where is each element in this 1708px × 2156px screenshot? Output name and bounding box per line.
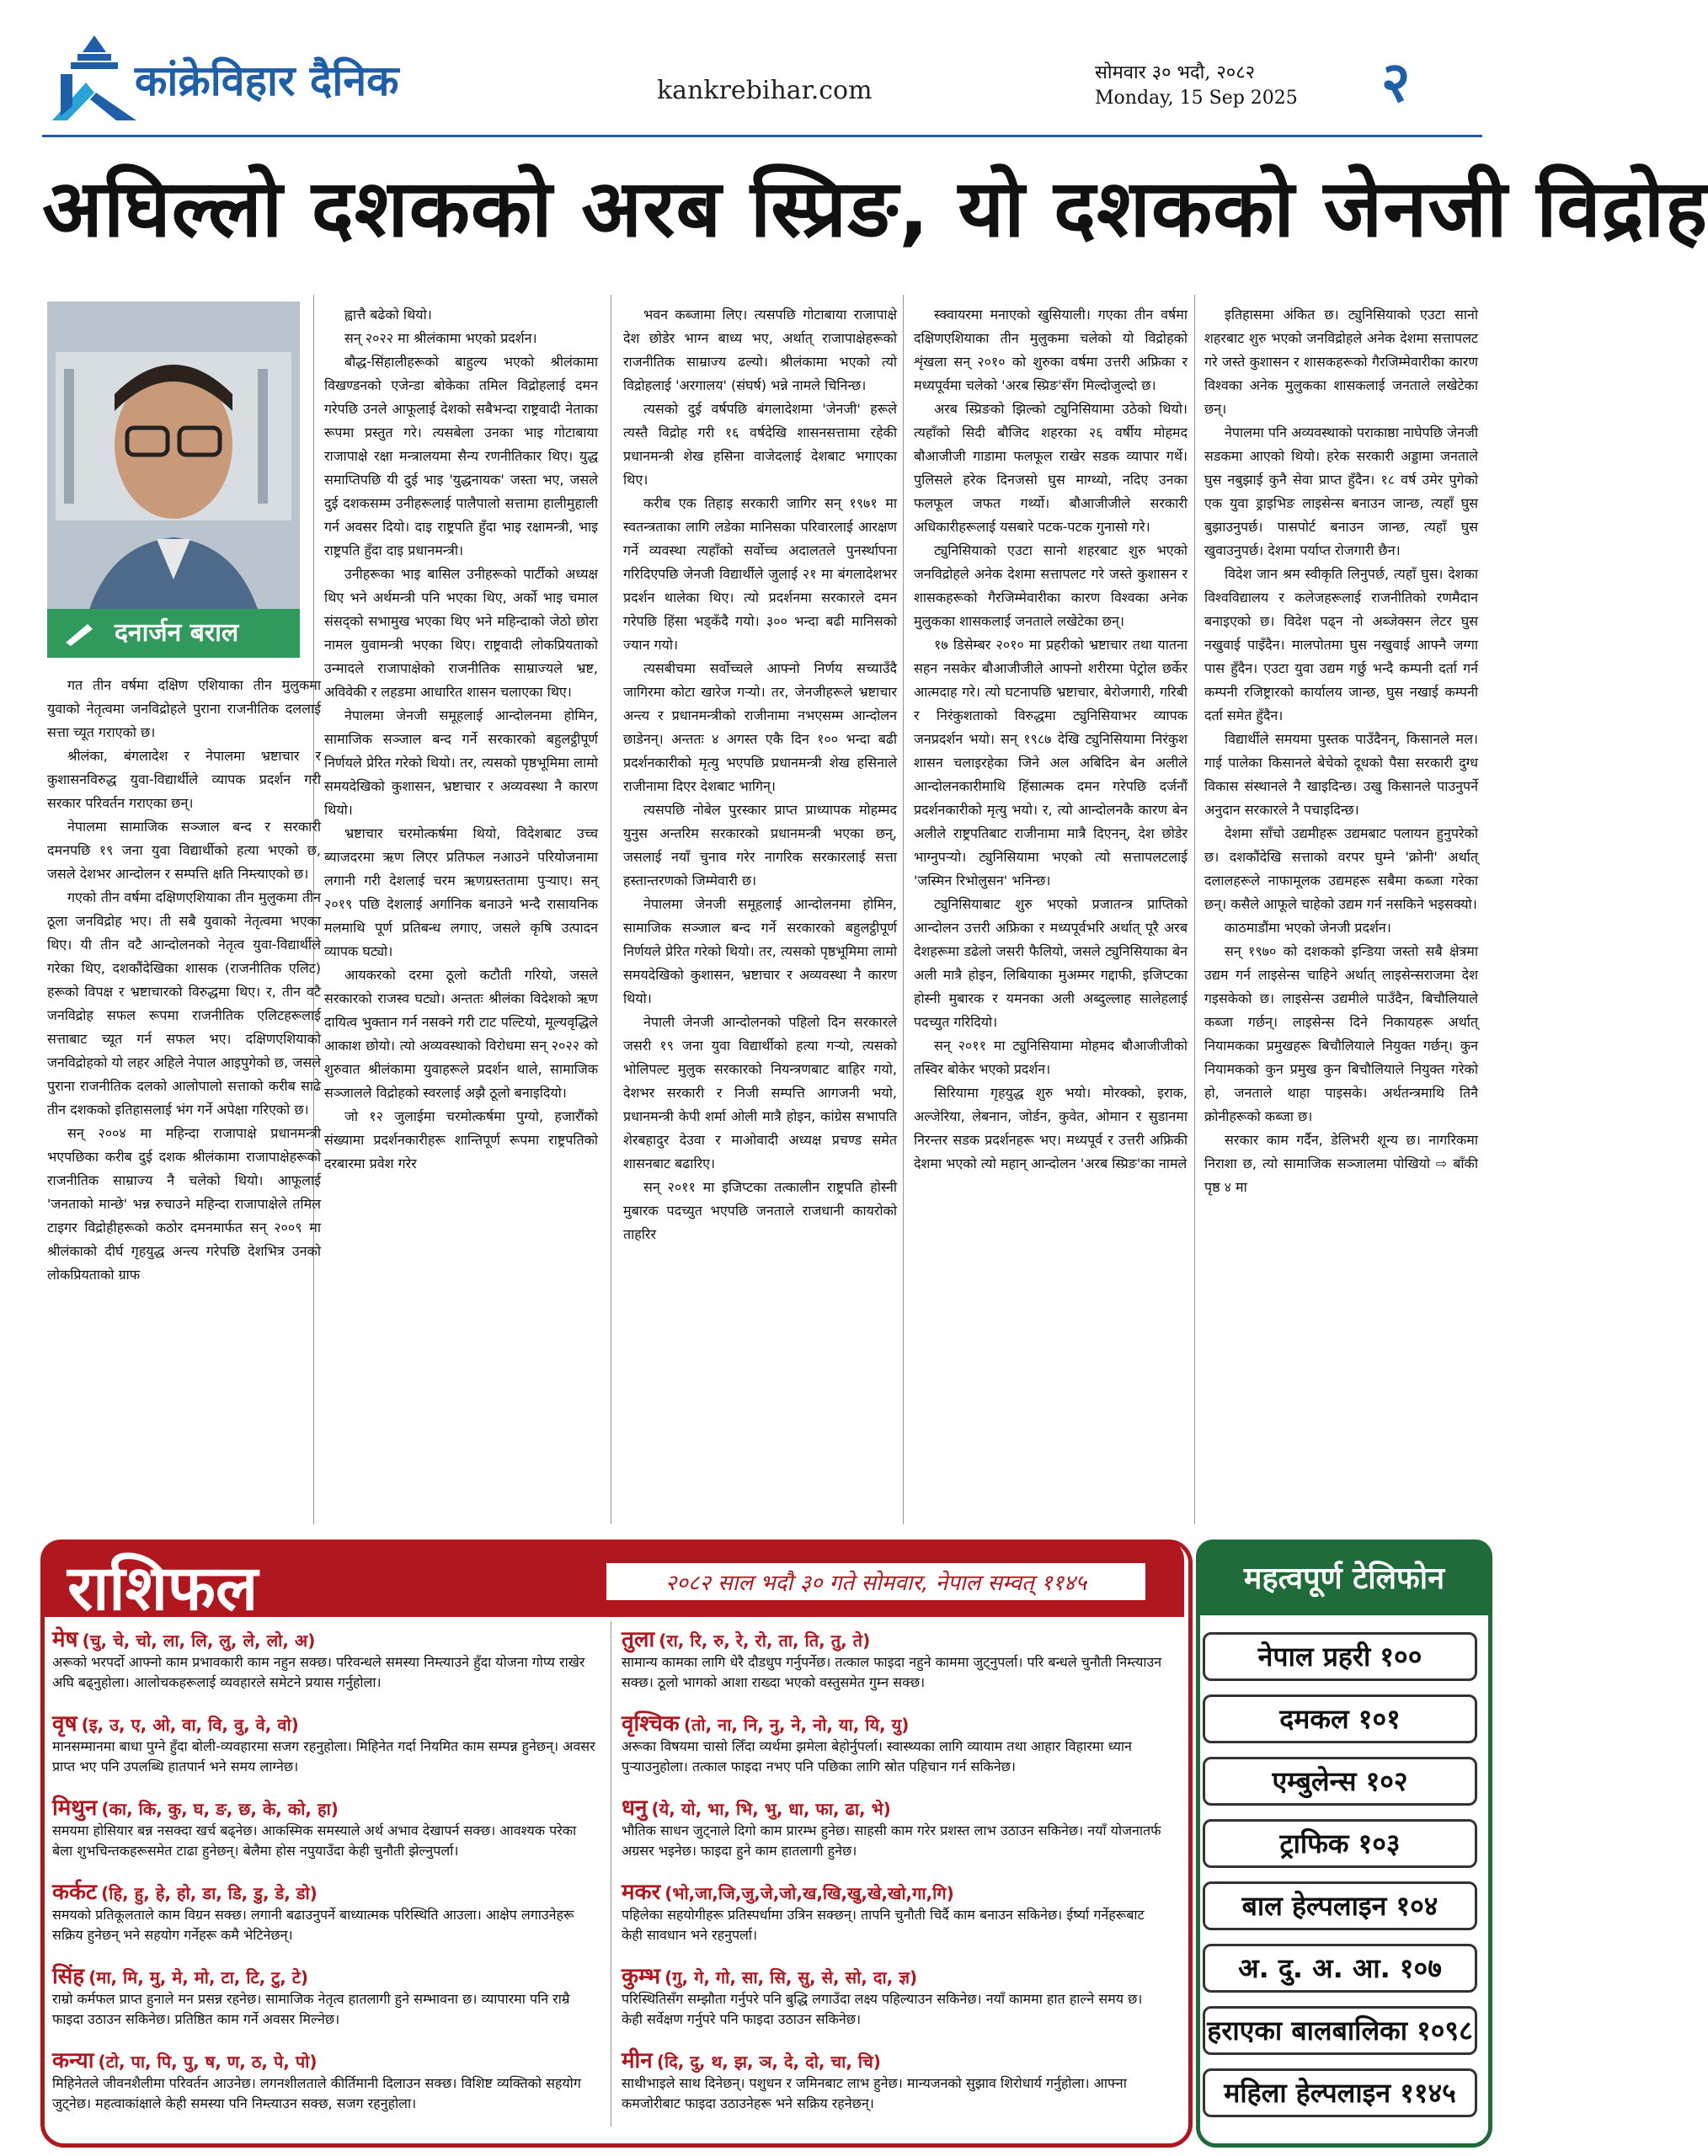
phone-item[interactable]: दमकल १०१: [1203, 1694, 1477, 1743]
rashi-item: [52, 1882, 598, 1945]
rashi-text: समयको प्रतिकूलताले काम विग्रन सक्छ। लगानी बढाउनुपर्ने बाध्यात्मक परिस्थिति आउला। आक्षेप लगाउनेहरू सक्रिय हुनेछन् भने सहयोग गर्नेहरू कमै भेटिनेछन्।: [52, 1907, 574, 1943]
paragraph: विद्यार्थीले समयमा पुस्तक पाउँदैनन्, किसानले मल। गाई पालेका किसानले बेचेको दूधको पैसा सरकारी दुग्ध विकास संस्थानले नै खाइदिन्छ। उखु किसानले पाउनुपर्ने अनुदान सरकारले नै पचाइदिन्छ।: [1204, 731, 1478, 818]
paragraph: करीब एक तिहाइ सरकारी जागिर सन् १९७१ मा स्वतन्त्रताका लागि लडेका मानिसका परिवारलाई आरक्षण गर्ने व्यवस्था त्यहाँको सर्वोच्च अदालतले पुनर्स्थापना गरिदिएपछि जेनजी विद्यार्थीले जुलाई २१ मा बंगलादेशभर प्रदर्शन थालेका थिए। त्यो प्रदर्शनमा सरकारले दमन गरेपछि हिंसा भड्कँदै गयो। ३०० भन्दा बढी मानिसको ज्यान गयो।: [623, 495, 897, 653]
phone-item[interactable]: ट्राफिक १०३: [1203, 1819, 1477, 1868]
rashi-name: तुला: [622, 1627, 655, 1652]
rashi-letters: (तो, ना, नि, नु, ने, नो, या, यि, यु): [683, 1715, 910, 1735]
paragraph: स्क्वायरमा मनाएको खुसियाली। गएका तीन वर्षमा दक्षिणएशियाका तीन मुलुकमा चलेको यो विद्रोहको शृंखला सन् २०१० को शुरुका वर्षमा उत्तरी अफ्रिका र मध्यपूर्वमा चलेको 'अरब स्प्रिङ'सँग मिल्दोजुल्दो छ।: [914, 307, 1188, 393]
phone-item[interactable]: नेपाल प्रहरी १००: [1203, 1632, 1477, 1681]
rashi-item: [622, 1711, 1167, 1777]
rashi-text: समयमा होसियार बन्न नसक्दा खर्च बढ्नेछ। आकस्मिक समस्याले अर्थ अभाव देखापर्न सक्छ। आवश्यक परेका बेला शुभचिन्तकहरूसमेत टाढा हुनेछन्। बेलैमा होस नपुयाउँदा केही चुनौती झेल्नुपर्ला।: [52, 1822, 577, 1859]
rashi-item: [622, 1627, 1167, 1693]
rashi-name: सिंह: [52, 1964, 85, 1989]
paragraph: बौद्ध-सिंहालीहरूको बाहुल्य भएको श्रीलंकामा विखण्डनको एजेन्डा बोकेका तमिल विद्रोहलाई दमन गरेपछि उनले आफूलाई देशको सबैभन्दा राष्ट्रवादी नेताका रूपमा प्रस्तुत गरे। त्यसबेला उनका भाइ गोटाबाया राजापाक्षे रक्षा मन्त्रालयमा सैन्य रणनीतिकार थिए। युद्ध समाप्तिपछि यी दुई भाइ 'युद्धनायक' जस्ता भए, जसले दुई दशकसम्म उनीहरूलाई पालैपालो सत्तामा हालीमुहाली गर्न अवसर दियो। दाइ राष्ट्रपति हुँदा भाइ रक्षामन्त्री, भाइ राष्ट्रपति हुँदा दाइ प्रधानमन्त्री।: [324, 354, 598, 558]
rashi-letters: (रा, रि, रु, रे, रो, ता, ति, तु, ते): [659, 1630, 871, 1651]
rashifal-date: २०८२ साल भदौ ३० गते सोमवार, नेपाल सम्वत् ११४५: [606, 1563, 1145, 1600]
rashi-name: वृश्चिक: [622, 1711, 680, 1737]
rashi-name: मीन: [622, 2048, 653, 2073]
rashi-text: परिस्थितिसँग सम्झौता गर्नुपरे पनि बुद्धि लगाउँदा लक्ष्य पहिल्याउन सकिनेछ। नयाँ काममा हात हाल्ने समय छ। केही सर्वेक्षण गर्नुपरे पनि फाइदा उठाउन सकिनेछ।: [622, 1991, 1143, 2027]
paper-name: कांक्रेविहार दैनिक: [135, 56, 399, 105]
rashi-text: साथीभाइले साथ दिनेछन्। पशुधन र जमिनबाट लाभ हुनेछ। मान्यजनको सुझाव शिरोधार्य गर्नुहोला। आफ्ना कमजोरीबाट फाइदा उठाउनेहरू भने सक्रिय रहनेछन्।: [622, 2075, 1127, 2111]
site-url[interactable]: kankrebihar.com: [657, 76, 873, 105]
article-column-3: [623, 303, 897, 1246]
phone-item[interactable]: हराएका बालबालिका १०९८: [1203, 2006, 1477, 2055]
phone-item[interactable]: बाल हेल्पलाइन १०४: [1203, 1881, 1477, 1930]
paragraph: सन् १९७० को दशकको इन्डिया जस्तो सबै क्षेत्रमा उद्यम गर्न लाइसेन्स चाहिने अर्थात् लाइसेन्सराजमा देश गइसकेको छ। लाइसेन्स उद्यमीले पाउँदैन, बिचौलियाले कब्जा गर्छन्। लाइसेन्स दिने निकायहरू अर्थात् नियामकका प्रमुखहरू बिचौलियाले नियुक्त गर्छन्। कुन नियामकको कुन प्रमुख कुन बिचौलियाले नियुक्त गरेको हो, जनताले थाहा पाइसके। अर्थतन्त्रमाथि तिनै क्रोनीहरूको कब्जा छ।: [1204, 943, 1478, 1124]
rashi-letters: (हि, हु, हे, हो, डा, डि, डु, डे, डो): [101, 1883, 318, 1903]
newspaper-logo-icon: [44, 32, 145, 125]
rashi-text: भौतिक साधन जुट्नाले दिगो काम प्रारम्भ हुनेछ। साहसी काम गरेर प्रशस्त लाभ उठाउन सकिनेछ। नयाँ योजनातर्फ अग्रसर भइनेछ। फाइदा हुने काम हातलागी हुनेछ।: [622, 1822, 1161, 1859]
rashi-item: [622, 1882, 1167, 1945]
phone-item[interactable]: महिला हेल्पलाइन ११४५: [1203, 2068, 1477, 2117]
rashi-name: वृष: [52, 1711, 77, 1737]
continued-link[interactable]: सरकार काम गर्दैन, डेलिभरी शून्य छ। नागरिकमा निराशा छ, त्यो सामाजिक सञ्जालमा पोखियो ⇨ बाँकी पृष्ठ ४ मा: [1204, 1132, 1478, 1195]
rashi-letters: (भो,जा,जि,जु,जे,जो,ख,खि,खु,खे,खो,गा,गि): [665, 1883, 954, 1903]
paragraph: आयकरको दरमा ठूलो कटौती गरियो, जसले सरकारको राजस्व घट्यो। अन्ततः श्रीलंका विदेशको ऋण दायित्व भुक्तान गर्न नसक्ने गरी टाट पल्टियो, मूल्यवृद्धिले आकाश छोयो। त्यो अव्यवस्थाको विरोधमा सन् २०२२ को शुरुवात श्रीलंकामा युवाहरूले प्रदर्शन थाले, सामाजिक सञ्जाललेे विद्रोहको स्वरलाई अझै ठूलो बनाइदियो।: [324, 967, 598, 1101]
article-headline: अघिल्लो दशकको अरब स्प्रिङ, यो दशकको जेनजी विद्रोह: [42, 163, 1708, 255]
article-column-5: [1204, 303, 1478, 1199]
rashi-item: [622, 2048, 1167, 2114]
rashi-item: [622, 1798, 1167, 1861]
rashi-text: पहिलेका सहयोगीहरू प्रतिस्पर्धामा उत्रिन सक्छन्। तापनि चुनौती चिर्दै काम बनाउन सकिनेछ। ईर्ष्या गर्नेहरूबाट केही सावधान भने रहनुपर्ला।: [622, 1907, 1145, 1943]
rashi-text: राम्रो कर्मफल प्राप्त हुनाले मन प्रसन्न रहनेछ। सामाजिक नेतृत्व हातलागी हुने सम्भावना छ। व्यापारमा पनि राम्रै फाइदा उठाउन सकिनेछ। प्रतिष्ठित काम गर्ने अवसर मिल्नेछ।: [52, 1991, 570, 2027]
phone-item[interactable]: एम्बुलेन्स १०२: [1203, 1757, 1477, 1806]
paragraph: भ्रष्टाचार चरमोत्कर्षमा थियो, विदेशबाट उच्च ब्याजदरमा ऋण लिएर प्रतिफल नआउने परियोजनामा लगानी गरी देशलाई चरम ऋणग्रस्ततामा पुऱ्याए। सन् २०१९ पछि देशलाई अर्गानिक बनाउने भन्दै रासायनिक मलमाथि पूर्ण प्रतिबन्ध लगाए, जसले कृषि उत्पादन व्यापक घट्यो।: [324, 825, 598, 959]
author-name: दनार्जन बराल: [115, 618, 239, 648]
rashi-text: मानसम्मानमा बाधा पुग्ने हुँदा बोली-व्यवहारमा सजग रहनुहोला। मिहिनेत गर्दा नियमित काम सम्पन्न हुनेछन्। अवसर प्राप्त भए पनि उपलब्धि हातपार्न भने समय लाग्नेछ।: [52, 1738, 595, 1774]
column-divider: [1194, 295, 1195, 1524]
rashi-item: [52, 1627, 598, 1693]
paragraph: ट्युनिसियाको एउटा सानो शहरबाट शुरु भएको जनविद्रोहले अनेक देशमा सत्तापलट गरे जस्ते कुशासन र शासकहरूको गैरजिम्मेवारीका कारण विश्वका अनेक मुलुकका शासकलाई जनताले लखेटेका छन्।: [914, 542, 1188, 629]
issue-date-en: Monday, 15 Sep 2025: [1095, 88, 1298, 109]
issue-date-np: सोमवार ३० भदौ, २०८२: [1095, 62, 1256, 83]
rashi-item: [52, 1711, 598, 1777]
paragraph: भवन कब्जामा लिए। त्यसपछि गोटाबाया राजापाक्षे देश छोडेर भाग्न बाध्य भए, अर्थात् राजापाक्षेहरूको राजनीतिक साम्राज्य ढल्यो। श्रीलंकामा भएको त्यो विद्रोहलाई 'अरगालय' (संघर्ष) भन्ने नामले चिनिन्छ।: [623, 307, 897, 393]
paragraph: नेपालमा जेनजी समूहलाई आन्दोलनमा होमिन, सामाजिक सञ्जाल बन्द गर्ने सरकारको बहुलट्ठीपूर्ण निर्णयले प्रेरित गरेको थियो। तर, त्यसको पृष्ठभूमिमा लामो समयदेखिको कुशासन, भ्रष्टाचार र अव्यवस्था नै कारण थियो।: [623, 896, 897, 1006]
article-column-1: [47, 674, 321, 1287]
paragraph: १७ डिसेम्बर २०१० मा प्रहरीको भ्रष्टाचार तथा यातना सहन नसकेर बौआजीजीले आफ्नो शरीरमा पेट्रोल छर्केर आत्मदाह गरे। त्यो घटनापछि भ्रष्टाचार, बेरोजगारी, गरिबी र निरंकुशताको विरुद्धमा ट्युनिसियाभर व्यापक जनप्रदर्शन भयो। सन् १९८७ देखि ट्युनिसियामा निरंकुश शासन चलाइरहेका जिने अल अबिदिन बेन अलीले आन्दोलनकारीमाथि हिंसात्मक दमन गरेपछि दर्जनौं प्रदर्शनकारीको मृत्यु भयो। र, त्यो आन्दोलनकै कारण बेन अलीले राष्ट्रपतिबाट राजीनामा मात्रै दिएनन्, देश छोडेर भाग्नुपऱ्यो। ट्युनिसियामा भएको त्यो सत्तापलटलाई 'जस्मिन रिभोलुसन' भनिन्छ।: [914, 637, 1188, 889]
rashi-text: अरूका विषयमा चासो लिँदा व्यर्थमा झमेला बेहोर्नुपर्ला। स्वास्थ्यका लागि व्यायाम तथा आहार विहारमा ध्यान पुऱ्याउनुहोला। तत्काल फाइदा नभए पनि पछिका लागि स्रोत पहिचान गर्न सकिनेछ।: [622, 1738, 1132, 1774]
rashi-item: [622, 1964, 1167, 2030]
article-column-2: [324, 303, 598, 1176]
rashifal-title: राशिफल: [67, 1552, 259, 1625]
rashi-item: [52, 1964, 598, 2030]
rashi-letters: (टो, पा, पि, पु, ष, ण, ठ, पे, पो): [98, 2052, 318, 2072]
rashi-name: कर्कट: [52, 1880, 98, 1905]
paragraph: अरब स्प्रिङको झिल्को ट्युनिसियामा उठेको थियो। त्यहाँको सिदी बौजिद शहरका २६ वर्षीय मोहमद बौआजीजी गाडामा फलफूल राखेर सडक व्यापार गर्थे। पुलिसले हरेक दिनजसो घुस माग्थ्यो, नदिए उनका फलफूल जफत गर्थ्यो। बौआजीजीले सरकारी अधिकारीहरूलाई यसबारे पटक-पटक गुनासो गरे।: [914, 401, 1188, 535]
rashi-letters: (का, कि, कु, घ, ङ, छ, के, को, हा): [101, 1799, 339, 1819]
rashi-name: मकर: [622, 1880, 661, 1905]
issue-date: [1095, 61, 1298, 111]
column-divider: [903, 295, 904, 1524]
rashi-letters: (इ, उ, ए, ओ, वा, वि, वु, वे, वो): [81, 1715, 299, 1735]
page-number: २: [1381, 50, 1411, 115]
rashi-letters: (मा, मि, मु, मे, मो, टा, टि, टु, टे): [88, 1967, 309, 1988]
paragraph: काठमाडौंमा भएको जेनजी प्रदर्शन।: [1225, 920, 1391, 936]
paragraph: गत तीन वर्षमा दक्षिण एशियाका तीन मुलुकमा युवाको नेतृत्वमा जनविद्रोहले पुराना राजनीतिक दललाई सत्ता च्यूत गराएको छ।: [47, 677, 321, 740]
paragraph: त्यसबीचमा सर्वोच्चले आफ्नो निर्णय सच्याउँदै जागिरमा कोटा खारेज गऱ्यो। तर, जेनजीहरूले भ्रष्टाचार अन्त्य र प्रधानमन्त्रीको राजीनामा नभएसम्म आन्दोलन छाडेनन्। अन्ततः ४ अगस्त एकै दिन १०० भन्दा बढी प्रदर्शनकारीको मृत्यु भएपछि प्रधानमन्त्री शेख हसिनाले राजीनामा दिएर देशबाट भागिन्।: [623, 660, 897, 794]
paragraph: सन् २०२२ मा श्रीलंकामा भएको प्रदर्शन।: [344, 330, 537, 346]
paragraph: सन् २०११ मा ट्युनिसियामा मोहमद बौआजीजीको तस्विर बोकेर भएको प्रदर्शन।: [914, 1038, 1188, 1077]
header-divider: [42, 135, 1482, 137]
rashi-item: [52, 2048, 598, 2114]
author-photo: [47, 302, 300, 643]
rashi-name: कन्या: [52, 2048, 94, 2073]
rashi-text: मिहिनेतले जीवनशैलीमा परिवर्तन आउनेछ। लगनशीलताले कीर्तिमानी दिलाउन सक्छ। विशिष्ट व्यक्तिको सहयोग जुट्नेछ। महत्वाकांक्षाले केही समस्या पनि निम्त्याउन सक्छ, सजग रहनुहोला।: [52, 2075, 581, 2111]
rashi-text: अरूको भरपर्दो आफ्नो काम प्रभावकारी काम नहुन सक्छ। परिवन्धले समस्या निम्त्याउने हुँदा योजना गोप्य राखेर अघि बढ्नुहोला। आलोचकहरूलाई व्यवहारले समेटने प्रयास गर्नुहोला।: [52, 1654, 585, 1690]
rashi-letters: (दि, दु, थ, झ, ञ, दे, दो, चा, चि): [656, 2052, 881, 2072]
paragraph: सन् २००४ मा महिन्दा राजापाक्षे प्रधानमन्त्री भएपछिका करीब दुई दशक श्रीलंकामा राजापाक्षेहरूको राजनीतिक साम्राज्य नै चलेको थियो। आफूलाई 'जनताको मान्छे' भन्न रुचाउने महिन्दा राजापाक्षेले तमिल टाइगर विद्रोहीहरूको कठोर दमनमार्फत सन् २००९ मा श्रीलंकाको दीर्घ गृहयुद्ध अन्त्य गरेपछि देशभित्र उनको लोकप्रियताको ग्राफ: [47, 1125, 321, 1283]
paragraph: विदेश जान श्रम स्वीकृति लिनुपर्छ, त्यहाँ घुस। देशका विश्वविद्यालय र कलेजहरूलाई राजनीतिको रणमैदान बनाइएको छ। विदेश पढ्न नो अब्जेक्सन लेटर घुस नखुवाई पाइँदैन। मालपोतमा घुस नखुवाई आफ्नै जग्गा पास हुँदैन। एउटा युवा उद्यम गर्छु भन्दै कम्पनी दर्ता गर्न कम्पनी रजिष्ट्रारको कार्यालय जान्छ, घुस नखाई कम्पनी दर्ता समेत हुँदैन।: [1204, 566, 1478, 723]
rashi-letters: (ये, यो, भा, भि, भु, धा, फा, ढा, भे): [651, 1799, 891, 1819]
rashi-letters: (चु, चे, चो, ला, लि, लु, ले, लो, अ): [82, 1630, 316, 1651]
paragraph: ट्युनिसियाबाट शुरु भएको प्रजातन्त्र प्राप्तिको आन्दोलन उत्तरी अफ्रिका र मध्यपूर्वभरि अर्थात् पूरै अरब देशहरूमा डढेलो जसरी फैलियो, जसले ट्युनिसियाका बेन अली मात्रै होइन, लिबियाका मुअम्मर गद्दाफी, इजिप्टका होस्नी मुबारक र यमनका अली अब्दुल्लाह सालेहलाई पदच्युत गरिदियो।: [914, 896, 1188, 1030]
paragraph: इतिहासमा अंकित छ। ट्युनिसियाको एउटा सानो शहरबाट शुरु भएको जनविद्रोहले अनेक देशमा सत्तापलट गरे जस्ते कुशासन र शासकहरूको गैरजिम्मेवारीका कारण विश्वका अनेक मुलुकका शासकलाई जनताले लखेटेका छन्।: [1204, 307, 1478, 417]
author-caption: [47, 609, 300, 658]
rashi-name: कुम्भ: [622, 1964, 661, 1989]
paragraph: नेपालमा जेनजी समूहलाई आन्दोलनमा होमिन, सामाजिक सञ्जाल बन्द गर्ने सरकारको बहुलट्ठीपूर्ण निर्णयले प्रेरित गरेको थियो। तर, त्यसको पृष्ठभूमिमा लामो समयदेखिको कुशासन, भ्रष्टाचार र अव्यवस्था नै कारण थियो।: [324, 707, 598, 818]
paragraph: उनीहरूका भाइ बासिल उनीहरूको पार्टीको अध्यक्ष थिए भने अर्थमन्त्री पनि भएका थिए, अर्को भाइ चमाल संसद्को सभामुख भएका थिए भने महिन्दाको जेठो छोरा नामल युवामन्त्री भएका थिए। राष्ट्रवादी लोकप्रियताको उन्मादले राजापाक्षेको राजनीतिक साम्राज्यले भ्रष्ट, अविवेकी र लहडमा आधारित शासन चलाएका थिए।: [324, 566, 598, 700]
paragraph: नेपालमा सामाजिक सञ्जाल बन्द र सरकारी दमनपछि १९ जना युवा विद्यार्थीको हत्या भएको छ, जसले देशभर आन्दोलन र सम्पत्ति क्षति निम्त्याएको छ।: [47, 819, 321, 882]
paragraph: सिरियामा गृहयुद्ध शुरु भयो। मोरक्को, इराक, अल्जेरिया, लेबनान, जोर्डन, कुवेत, ओमान र सुडानमा निरन्तर सडक प्रदर्शनहरू भए। मध्यपूर्व र उत्तरी अफ्रिकी देशमा भएको त्यो महान् आन्दोलन 'अरब स्प्रिङ'का नामले: [914, 1085, 1188, 1171]
rashi-item: [52, 1798, 598, 1861]
article-column-4: [914, 303, 1188, 1176]
paragraph: नेपालमा पनि अव्यवस्थाको पराकाष्ठा नाघेपछि जेनजी सडकमा आएको थियो। हरेक सरकारी अड्डामा जनताले घुस नबुझाई कुनै सेवा प्राप्त हुँदैन। १८ वर्ष उमेर पुगेको एक युवा ड्राइभिङ लाइसेन्स बनाउन जान्छ, त्यहाँ घुस बुझाउनुपर्छ। पासपोर्ट बनाउन जान्छ, त्यहाँ घुस खुवाउनुपर्छ। देशमा पर्याप्त रोजगारी छैन।: [1204, 424, 1478, 558]
rashi-text: सामान्य कामका लागि धेरै दौडधुप गर्नुपर्नेछ। तत्काल फाइदा नहुने काममा जुट्नुपर्ला। परि बन्धले चुनौती निम्त्याउन सक्छ। ठूलो भागको आशा राख्दा भएको वस्तुसमेत गुम्न सक्छ।: [622, 1654, 1162, 1690]
paragraph: नेपाली जेनजी आन्दोलनको पहिलो दिन सरकारले जसरी १९ जना युवा विद्यार्थीको हत्या गऱ्यो, त्यसको भोलिपल्ट मुलुक सरकारको नियन्त्रणबाट बाहिर गयो, देशभर सरकारी र निजी सम्पत्ति आगजनी भयो, प्रधानमन्त्री केपी शर्मा ओली मात्रै होइन, कांग्रेस सभापति शेरबहादुर देउवा र माओवादी अध्यक्ष प्रचण्ड समेत शासनबाट बढारिए।: [623, 1014, 897, 1171]
paragraph: सन् २०११ मा इजिप्टका तत्कालीन राष्ट्रपति होस्नी मुबारक पदच्युत भएपछि जनताले राजधानी कायरोको ताहरिर: [623, 1179, 897, 1242]
paragraph: गएको तीन वर्षमा दक्षिणएशियाका तीन मुलुकमा तीन ठूला जनविद्रोह भए। ती सबै युवाको नेतृत्वमा भएका थिए। यी तीन वटै आन्दोलनको नेतृत्व युवा-विद्यार्थीले गरेका थिए, दशकौंदेखिका शासक (राजनीतिक एलिट) हरूको विपक्ष र भ्रष्टाचारको विरुद्धमा थिए। र, तीन वटै जनविद्रोह सफल रूपमा राजनीतिक एलिटहरूलाई सत्ताबाट च्यूत गर्न सफल भए। दक्षिणएशियाको जनविद्रोहको यो लहर अहिले नेपाल आइपुगेको छ, जसले पुराना राजनीतिक दलको आलोपालो सत्ताको करीब साढे तीन दशकको इतिहासलाई भंग गर्ने अपेक्षा गरिएको छ।: [47, 889, 321, 1118]
paragraph: जो १२ जुलाईमा चरमोत्कर्षमा पुग्यो, हजारौंको संख्यामा प्रदर्शनकारीहरू शान्तिपूर्ण रूपमा राष्ट्रपतिको दरबारमा प्रवेश गरेर: [324, 1108, 598, 1171]
author-portrait-image: [47, 302, 300, 643]
rashi-name: मिथुन: [52, 1796, 98, 1821]
phone-title: महत्वपूर्ण टेलिफोन: [1243, 1561, 1445, 1596]
paragraph: देशमा साँचो उद्यमीहरू उद्यमबाट पलायन हुनुपरेको छ। दशकौंदेखि सत्ताको वरपर घुम्ने 'क्रोनी' अर्थात् दलालहरूले नाफामूलक उद्यमहरू सबैमा कब्जा गरेका छन्। कसैले आफूले चाहेको उद्यम गर्न नसकिने भइसक्यो।: [1204, 825, 1478, 912]
paragraph: ह्वात्तै बढेको थियो।: [344, 307, 432, 323]
paragraph: त्यसको दुई वर्षपछि बंगलादेशमा 'जेनजी' हरूले त्यस्तै विद्रोह गरी १६ वर्षदेखि शासनसत्तामा रहेकी प्रधानमन्त्री शेख हसिना वाजेदलाई देशबाट भगाएका थिए।: [623, 401, 897, 488]
rashi-letters: (गु, गे, गो, सा, सि, सु, से, सो, दा, ज्ञ): [665, 1967, 918, 1988]
paragraph: त्यसपछि नोबेल पुरस्कार प्राप्त प्राध्यापक मोहम्मद युनुस अन्तरिम सरकारको प्रधानमन्त्री भएका छन्, जसलाई नयाँ चुनाव गरेर नागरिक सरकारलाई सत्ता हस्तान्तरणको जिम्मेवारी छ।: [623, 802, 897, 889]
rashi-name: मेष: [52, 1627, 78, 1652]
phone-item[interactable]: अ. दु. अ. आ. १०७: [1203, 1944, 1477, 1993]
pen-icon: [62, 621, 96, 646]
paragraph: श्रीलंका, बंगलादेश र नेपालमा भ्रष्टाचार र कुशासनविरुद्ध युवा-विद्यार्थीले व्यापक प्रदर्शन गरी सरकार परिवर्तन गराएका छन्।: [47, 748, 321, 811]
rashi-name: धनु: [622, 1796, 648, 1821]
